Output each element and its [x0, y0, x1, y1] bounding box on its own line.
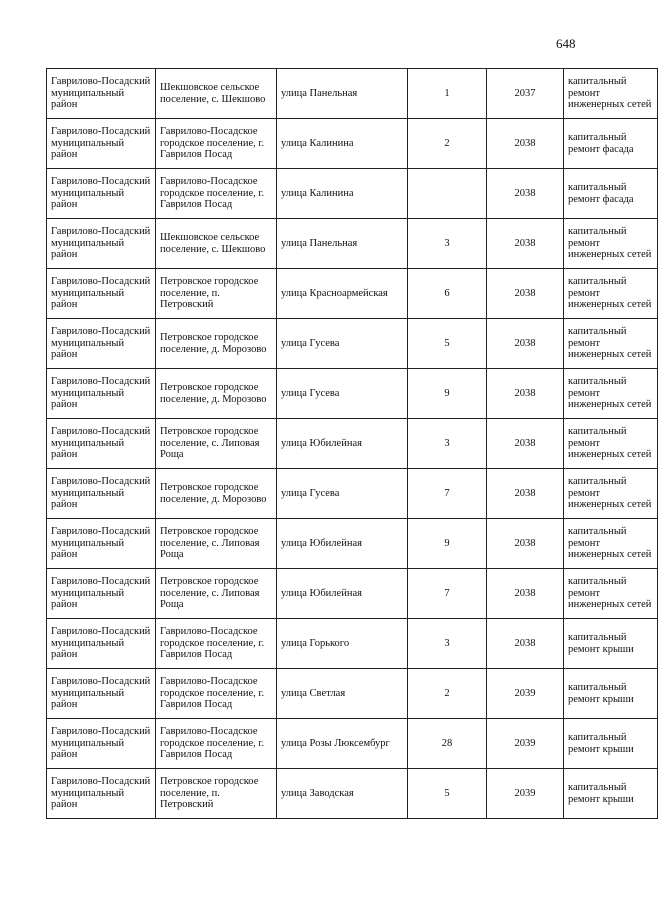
house-number-cell: 3	[408, 419, 487, 469]
work-type-cell: капитальный ремонт инженерных сетей	[564, 469, 658, 519]
settlement-cell: Гаврилово-Посадское городское поселение, г. Гаврилов Посад	[156, 169, 277, 219]
year-cell: 2038	[487, 519, 564, 569]
table-row	[47, 269, 658, 319]
settlement-cell: Петровское городское поселение, с. Липовая Роща	[156, 419, 277, 469]
district-cell: Гаврилово-Посадский муниципальный район	[47, 769, 156, 819]
settlement-cell: Петровское городское поселение, д. Морозово	[156, 469, 277, 519]
district-cell: Гаврилово-Посадский муниципальный район	[47, 269, 156, 319]
table-row	[47, 719, 658, 769]
street-cell: улица Горького	[277, 619, 408, 669]
house-number-cell: 3	[408, 619, 487, 669]
settlement-cell: Петровское городское поселение, д. Морозово	[156, 319, 277, 369]
district-cell: Гаврилово-Посадский муниципальный район	[47, 569, 156, 619]
house-number-cell: 28	[408, 719, 487, 769]
year-cell: 2039	[487, 719, 564, 769]
district-cell: Гаврилово-Посадский муниципальный район	[47, 469, 156, 519]
district-cell: Гаврилово-Посадский муниципальный район	[47, 319, 156, 369]
street-cell: улица Юбилейная	[277, 569, 408, 619]
table-row	[47, 419, 658, 469]
year-cell: 2038	[487, 619, 564, 669]
district-cell: Гаврилово-Посадский муниципальный район	[47, 219, 156, 269]
house-number-cell: 5	[408, 769, 487, 819]
street-cell: улица Гусева	[277, 369, 408, 419]
work-type-cell: капитальный ремонт фасада	[564, 119, 658, 169]
street-cell: улица Заводская	[277, 769, 408, 819]
street-cell: улица Панельная	[277, 219, 408, 269]
work-type-cell: капитальный ремонт крыши	[564, 769, 658, 819]
table-row	[47, 369, 658, 419]
year-cell: 2038	[487, 219, 564, 269]
district-cell: Гаврилово-Посадский муниципальный район	[47, 419, 156, 469]
district-cell: Гаврилово-Посадский муниципальный район	[47, 619, 156, 669]
work-type-cell: капитальный ремонт инженерных сетей	[564, 319, 658, 369]
settlement-cell: Гаврилово-Посадское городское поселение, г. Гаврилов Посад	[156, 719, 277, 769]
house-number-cell: 9	[408, 369, 487, 419]
year-cell: 2038	[487, 169, 564, 219]
street-cell: улица Юбилейная	[277, 419, 408, 469]
table-row	[47, 669, 658, 719]
table-row	[47, 119, 658, 169]
house-number-cell: 2	[408, 669, 487, 719]
house-number-cell	[408, 169, 487, 219]
street-cell: улица Гусева	[277, 469, 408, 519]
table-row	[47, 619, 658, 669]
year-cell: 2038	[487, 369, 564, 419]
work-type-cell: капитальный ремонт инженерных сетей	[564, 269, 658, 319]
work-type-cell: капитальный ремонт инженерных сетей	[564, 419, 658, 469]
repair-schedule-table	[46, 68, 658, 819]
page-number: 648	[556, 36, 576, 51]
house-number-cell: 5	[408, 319, 487, 369]
district-cell: Гаврилово-Посадский муниципальный район	[47, 369, 156, 419]
year-cell: 2038	[487, 319, 564, 369]
settlement-cell: Шекшовское сельское поселение, с. Шекшово	[156, 219, 277, 269]
work-type-cell: капитальный ремонт инженерных сетей	[564, 569, 658, 619]
street-cell: улица Калинина	[277, 119, 408, 169]
street-cell: улица Светлая	[277, 669, 408, 719]
street-cell: улица Панельная	[277, 69, 408, 119]
street-cell: улица Юбилейная	[277, 519, 408, 569]
house-number-cell: 2	[408, 119, 487, 169]
table-row	[47, 519, 658, 569]
settlement-cell: Петровское городское поселение, д. Морозово	[156, 369, 277, 419]
work-type-cell: капитальный ремонт инженерных сетей	[564, 219, 658, 269]
house-number-cell: 7	[408, 569, 487, 619]
work-type-cell: капитальный ремонт фасада	[564, 169, 658, 219]
district-cell: Гаврилово-Посадский муниципальный район	[47, 119, 156, 169]
table-row	[47, 69, 658, 119]
street-cell: улица Красноармейская	[277, 269, 408, 319]
settlement-cell: Гаврилово-Посадское городское поселение, г. Гаврилов Посад	[156, 619, 277, 669]
house-number-cell: 1	[408, 69, 487, 119]
settlement-cell: Петровское городское поселение, с. Липовая Роща	[156, 519, 277, 569]
year-cell: 2038	[487, 119, 564, 169]
house-number-cell: 6	[408, 269, 487, 319]
table-row	[47, 219, 658, 269]
settlement-cell: Петровское городское поселение, п. Петровский	[156, 769, 277, 819]
district-cell: Гаврилово-Посадский муниципальный район	[47, 669, 156, 719]
table-row	[47, 569, 658, 619]
year-cell: 2038	[487, 569, 564, 619]
settlement-cell: Гаврилово-Посадское городское поселение, г. Гаврилов Посад	[156, 119, 277, 169]
settlement-cell: Гаврилово-Посадское городское поселение, г. Гаврилов Посад	[156, 669, 277, 719]
street-cell: улица Калинина	[277, 169, 408, 219]
house-number-cell: 7	[408, 469, 487, 519]
settlement-cell: Петровское городское поселение, с. Липовая Роща	[156, 569, 277, 619]
table-row	[47, 469, 658, 519]
table-row	[47, 319, 658, 369]
street-cell: улица Розы Люксембург	[277, 719, 408, 769]
district-cell: Гаврилово-Посадский муниципальный район	[47, 69, 156, 119]
district-cell: Гаврилово-Посадский муниципальный район	[47, 519, 156, 569]
district-cell: Гаврилово-Посадский муниципальный район	[47, 169, 156, 219]
year-cell: 2038	[487, 269, 564, 319]
work-type-cell: капитальный ремонт инженерных сетей	[564, 519, 658, 569]
house-number-cell: 9	[408, 519, 487, 569]
table-body	[47, 69, 658, 819]
year-cell: 2037	[487, 69, 564, 119]
settlement-cell: Петровское городское поселение, п. Петровский	[156, 269, 277, 319]
year-cell: 2038	[487, 469, 564, 519]
district-cell: Гаврилово-Посадский муниципальный район	[47, 719, 156, 769]
work-type-cell: капитальный ремонт крыши	[564, 719, 658, 769]
work-type-cell: капитальный ремонт инженерных сетей	[564, 369, 658, 419]
street-cell: улица Гусева	[277, 319, 408, 369]
work-type-cell: капитальный ремонт инженерных сетей	[564, 69, 658, 119]
work-type-cell: капитальный ремонт крыши	[564, 619, 658, 669]
house-number-cell: 3	[408, 219, 487, 269]
year-cell: 2039	[487, 669, 564, 719]
year-cell: 2039	[487, 769, 564, 819]
settlement-cell: Шекшовское сельское поселение, с. Шекшово	[156, 69, 277, 119]
table-row	[47, 169, 658, 219]
work-type-cell: капитальный ремонт крыши	[564, 669, 658, 719]
table-row	[47, 769, 658, 819]
year-cell: 2038	[487, 419, 564, 469]
